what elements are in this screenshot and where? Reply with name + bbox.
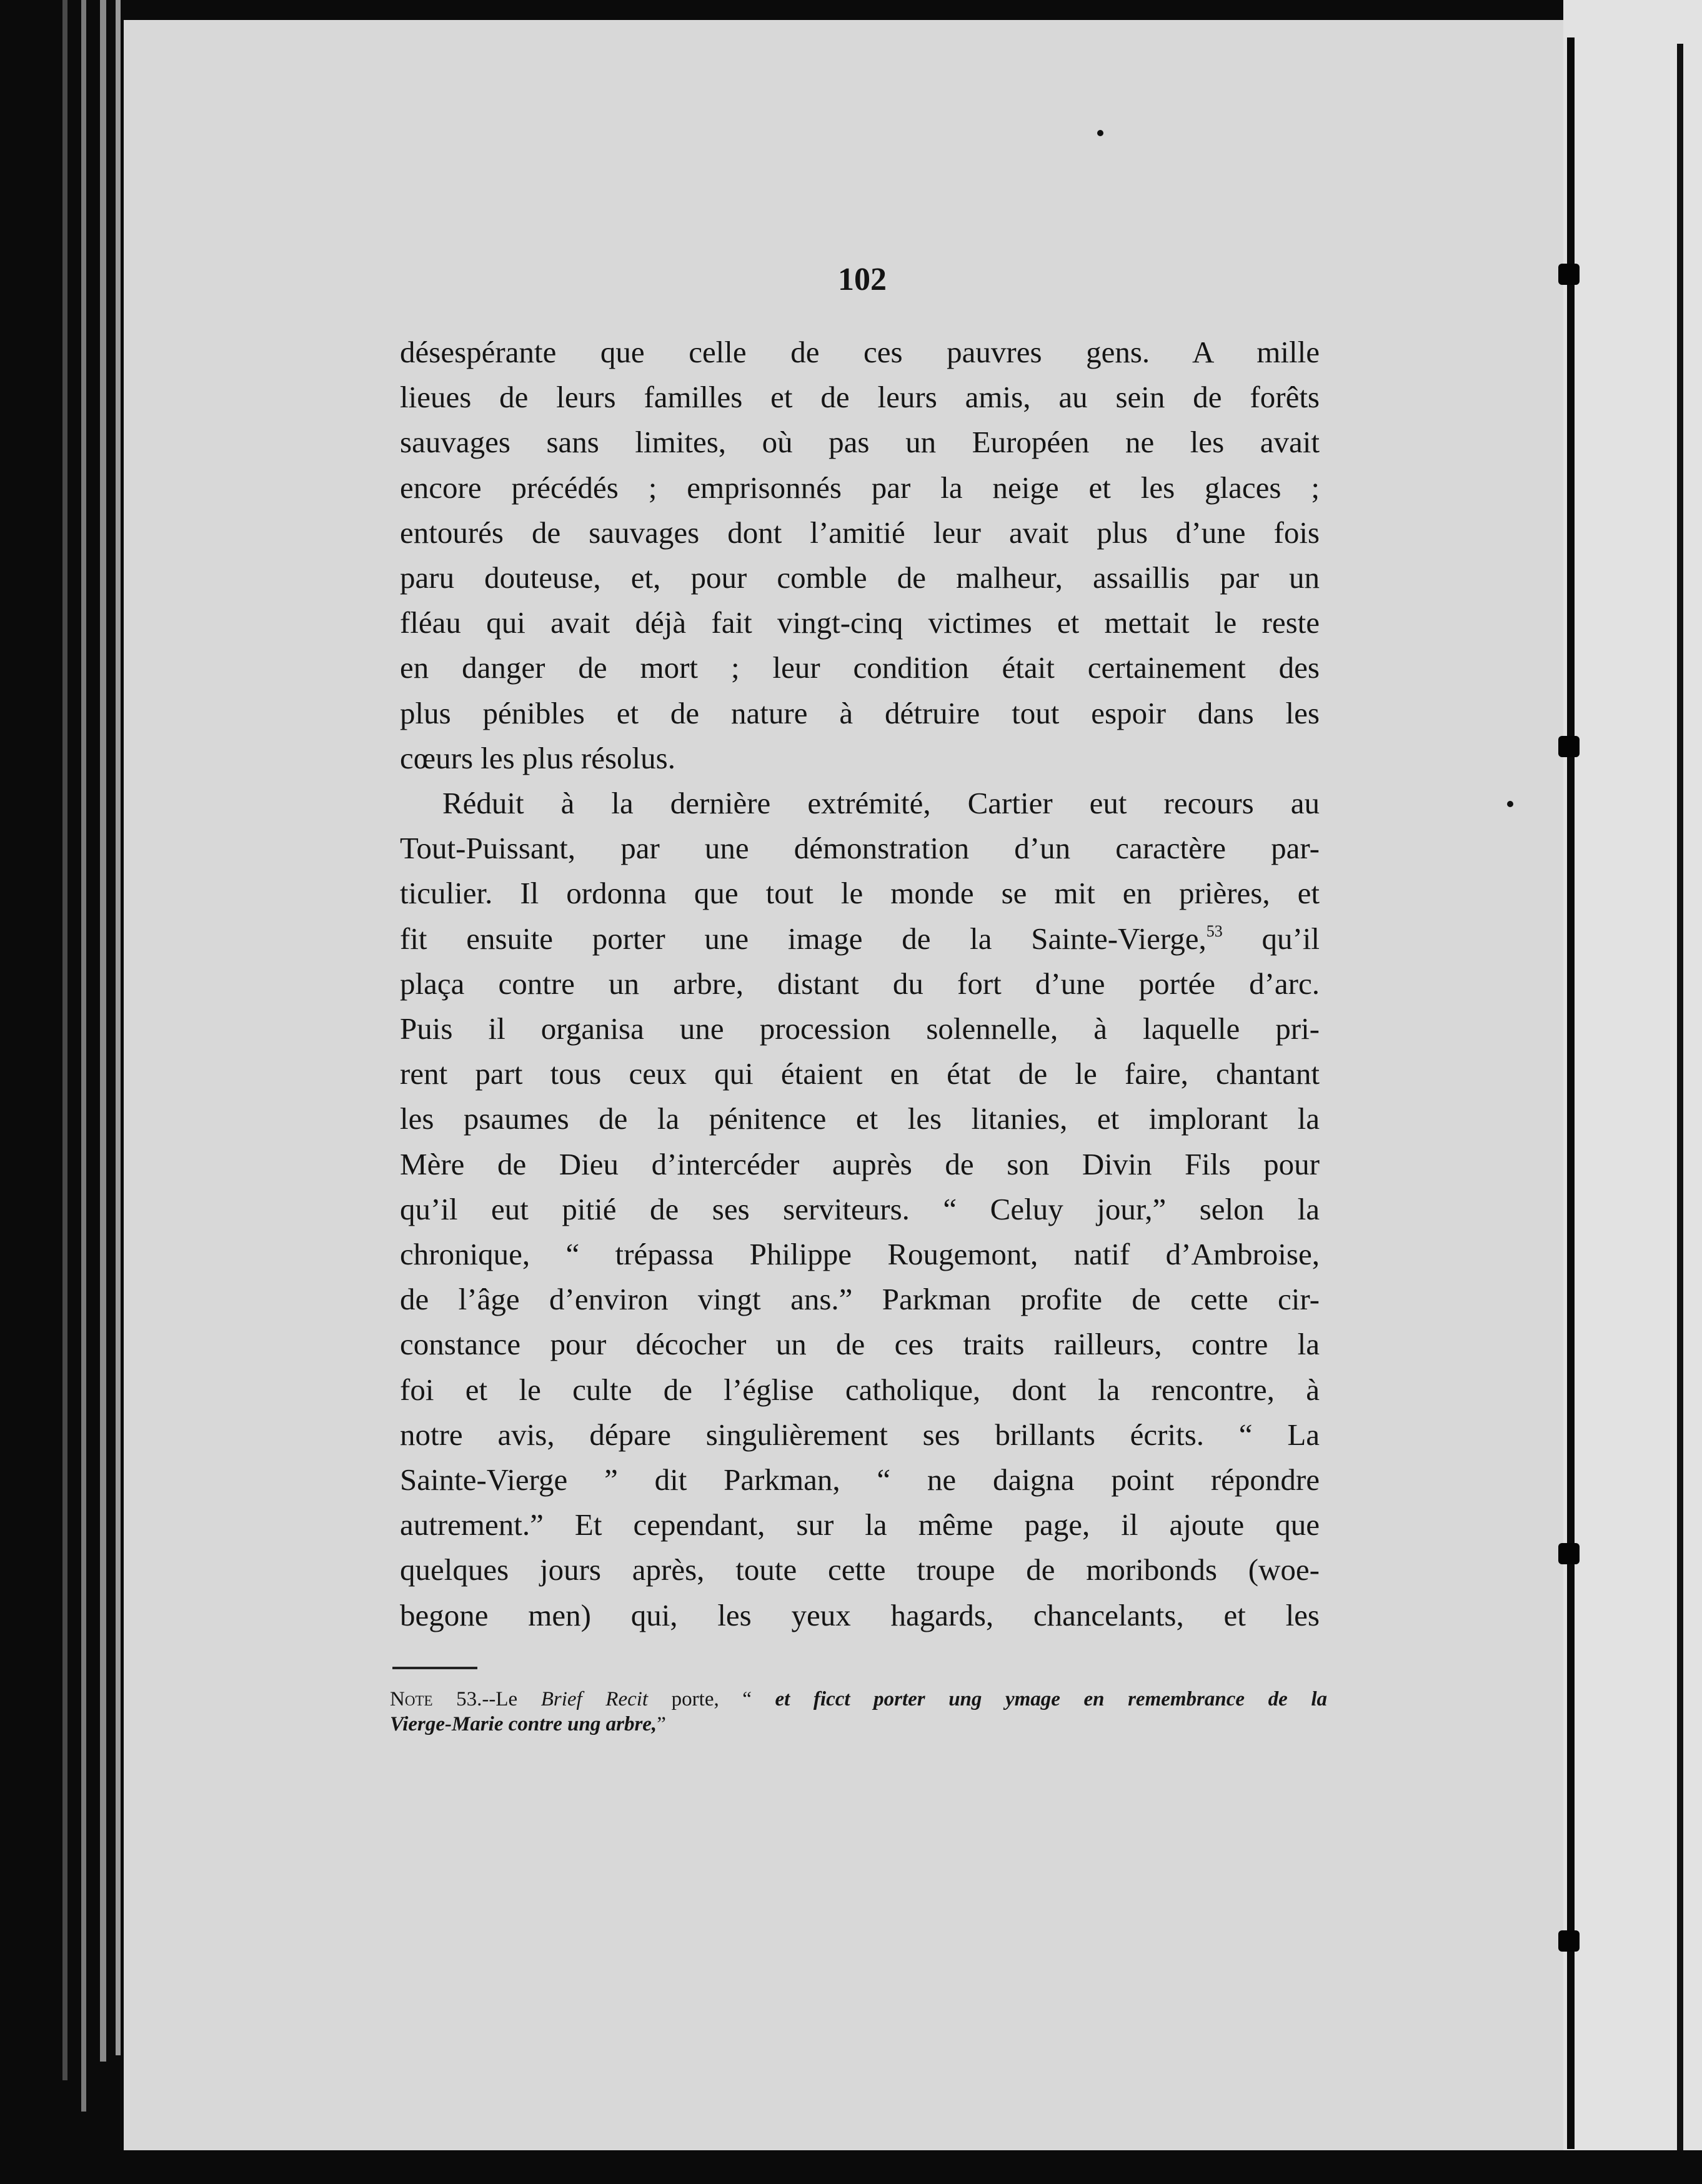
page-edge-line	[100, 0, 106, 2062]
text-line: quelques jours après, toute cette troupe de moribonds (woe-	[400, 1552, 1320, 1587]
scan-top-border	[0, 0, 1702, 20]
text-line: plaça contre un arbre, distant du fort d’une portée d’arc.	[400, 966, 1320, 1001]
footnote-text: --Le	[482, 1688, 541, 1710]
text-line: foi et le culte de l’église catholique, dont la rencontre, à	[400, 1372, 1320, 1407]
text-line: ticulier. Il ordonna que tout le monde se mit en prières, et	[400, 876, 1320, 911]
text-line: en danger de mort ; leur condition était certainement des	[400, 650, 1320, 685]
text-line: encore précédés ; emprisonnés par la neige et les glaces ;	[400, 470, 1320, 505]
text-line: begone men) qui, les yeux hagards, chancelants, et les	[400, 1597, 1320, 1632]
scan-bottom-border	[0, 2150, 1702, 2184]
page-edge-line	[81, 0, 86, 2112]
speck	[1507, 801, 1513, 807]
text-fragment: qu’il	[1222, 921, 1320, 956]
footnote-text: porte, “	[648, 1688, 775, 1710]
book-edge	[0, 0, 125, 2184]
text-line: constance pour décocher un de ces traits railleurs, contre la	[400, 1327, 1320, 1362]
text-line: les psaumes de la pénitence et les litanies, et implorant la	[400, 1101, 1320, 1136]
text-line: de l’âge d’environ vingt ans.” Parkman profite de cette cir-	[400, 1282, 1320, 1317]
footnote-quote: Vierge-Marie contre ung arbre,	[390, 1713, 657, 1735]
footnote-label: Note 53.	[390, 1688, 482, 1710]
binding-rule	[1677, 44, 1683, 2155]
text-line: plus pénibles et de nature à détruire tout espoir dans les	[400, 695, 1320, 730]
binding-clip	[1558, 1930, 1580, 1952]
footnote-line	[390, 1687, 1327, 1712]
text-line: qu’il eut pitié de ses serviteurs. “ Celuy jour,” selon la	[400, 1191, 1320, 1226]
page-number: 102	[838, 262, 887, 297]
footnote-line	[390, 1712, 1327, 1737]
speck	[1097, 130, 1103, 136]
text-line: entourés de sauvages dont l’amitié leur avait plus d’une fois	[400, 515, 1320, 550]
text-line	[400, 916, 1320, 961]
text-line: lieues de leurs familles et de leurs amis, au sein de forêts	[400, 380, 1320, 415]
text-line: cœurs les plus résolus.	[400, 740, 675, 775]
text-line: notre avis, dépare singulièrement ses brillants écrits. “ La	[400, 1417, 1320, 1452]
page-edge-line	[116, 0, 121, 2055]
text-line: rent part tous ceux qui étaient en état de le faire, chantant	[400, 1056, 1320, 1091]
text-line: Puis il organisa une procession solennelle, à laquelle pri-	[400, 1011, 1320, 1046]
footnote	[390, 1687, 1327, 1737]
text-line: désespérante que celle de ces pauvres gens. A mille	[400, 335, 1320, 369]
text-line: Tout-Puissant, par une démonstration d’un caractère par-	[400, 831, 1320, 866]
footnote-quote: et ficct porter ung ymage en remembrance de la	[775, 1688, 1328, 1710]
binding-clip	[1558, 1543, 1580, 1564]
text-line: paru douteuse, et, pour comble de malheur, assaillis par un	[400, 560, 1320, 595]
text-line: Réduit à la dernière extrémité, Cartier eut recours au	[442, 786, 1320, 821]
footnote-rule	[392, 1667, 477, 1669]
text-line: Sainte-Vierge ” dit Parkman, “ ne daigna point répondre	[400, 1462, 1320, 1497]
footnote-source-title: Brief Recit	[540, 1688, 649, 1710]
text-fragment: fit ensuite porter une image de la Sainte-Vierge,	[400, 921, 1207, 956]
text-line: sauvages sans limites, où pas un Européen ne les avait	[400, 425, 1320, 460]
text-line: chronique, “ trépassa Philippe Rougemont, natif d’Ambroise,	[400, 1237, 1320, 1272]
body-text	[400, 330, 1320, 1638]
footnote-text: ”	[657, 1713, 666, 1735]
binding-clip	[1558, 264, 1580, 285]
text-line: Mère de Dieu d’intercéder auprès de son Divin Fils pour	[400, 1146, 1320, 1181]
binding-rule	[1567, 37, 1575, 2149]
footnote-ref[interactable]: 53	[1206, 921, 1223, 940]
text-line: autrement.” Et cependant, sur la même page, il ajoute que	[400, 1507, 1320, 1542]
page-edge-line	[62, 0, 67, 2080]
text-line: fléau qui avait déjà fait vingt-cinq victimes et mettait le reste	[400, 605, 1320, 640]
binding-clip	[1558, 736, 1580, 757]
